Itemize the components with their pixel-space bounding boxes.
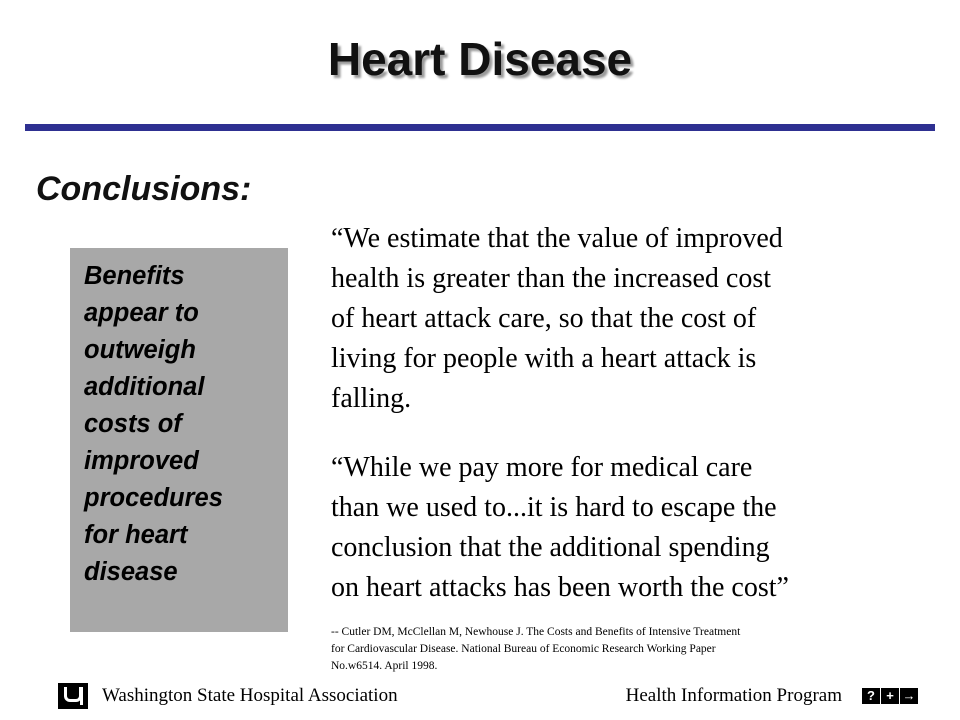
help-button[interactable]: ? [862, 688, 880, 704]
footer [0, 682, 960, 712]
wsha-logo-icon [58, 683, 88, 709]
quote-line: on heart attacks has been worth the cost” [331, 572, 789, 603]
quote-second [331, 448, 911, 608]
summary-line: outweigh [84, 336, 196, 364]
summary-line: improved [84, 447, 199, 475]
quote-line: conclusion that the additional spending [331, 532, 770, 563]
quote-line: of heart attack care, so that the cost of [331, 303, 757, 334]
section-heading: Conclusions: [36, 170, 252, 208]
quote-line: falling. [331, 383, 412, 414]
quote-first [331, 219, 911, 419]
citation-line: for Cardiovascular Disease. National Bureau of Economic Research Working Paper [331, 643, 716, 655]
title-divider [25, 124, 935, 131]
slide-title: Heart Disease [327, 33, 633, 85]
summary-line: for heart [84, 521, 188, 549]
plus-button[interactable]: + [881, 688, 899, 704]
summary-line: Benefits [84, 262, 185, 290]
program-name: Health Information Program [625, 685, 842, 706]
summary-line: appear to [84, 299, 199, 327]
citation-line: -- Cutler DM, McClellan M, Newhouse J. The Costs and Benefits of Intensive Treatment [331, 626, 741, 638]
quote-line: “We estimate that the value of improved [331, 223, 783, 254]
quote-line: than we used to...it is hard to escape the [331, 492, 777, 523]
summary-line: procedures [84, 484, 223, 512]
summary-line: additional [84, 373, 205, 401]
summary-line: disease [84, 558, 178, 586]
quote-line: “While we pay more for medical care [331, 452, 753, 483]
quote-line: living for people with a heart attack is [331, 343, 757, 374]
citation-line: No.w6514. April 1998. [331, 660, 438, 672]
summary-line: costs of [84, 410, 182, 438]
citation [331, 624, 921, 675]
quote-line: health is greater than the increased cost [331, 263, 772, 294]
organization-name: Washington State Hospital Association [102, 685, 398, 706]
slide-navigation [862, 688, 918, 704]
next-arrow-button[interactable]: → [900, 688, 918, 704]
summary-box [70, 248, 288, 632]
